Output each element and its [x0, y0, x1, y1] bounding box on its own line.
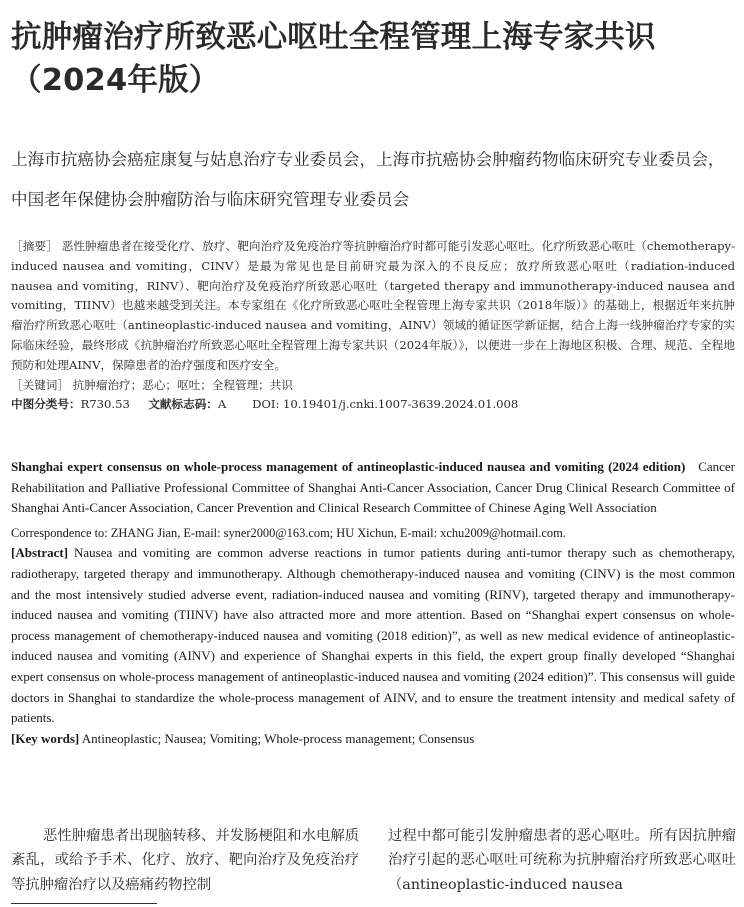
chinese-keywords-text: 抗肿瘤治疗；恶心；呕吐；全程管理；共识: [72, 377, 293, 392]
english-abstract: [11, 543, 735, 728]
body-right-column: 过程中都可能引发肿瘤患者的恶心呕吐。所有因抗肿瘤治疗引起的恶心呕吐可统称为抗肿瘤治疗所致恶心呕吐（antineoplastic-induced nausea: [388, 828, 736, 893]
chinese-abstract-label: ［摘要］: [11, 239, 58, 253]
english-abstract-label: [Abstract]: [11, 545, 69, 561]
chinese-abstract-text: 恶性肿瘤患者在接受化疗、放疗、靶向治疗及免疫治疗等抗肿瘤治疗时都可能引发恶心呕吐。化疗所致恶心呕吐（chemotherapy-induced nausea and vomiting，CINV）是最为常见也是目前研究最为深入的不良反应；放疗所致恶心呕吐（radiation-induced nausea and vomiting，RINV）、靶向治疗及免疫治疗所致恶心呕吐（targeted therapy and immunotherapy-induced nausea and vomiting，TIINV）也越来越受到关注。本专家组在《化疗所致恶心呕吐全程管理上海专家共识（2018年版）》的基础上，根据近年来抗肿瘤治疗所致恶心呕吐（antineoplastic-induced nausea and vomiting，AINV）领域的循证医学新证据，结合上海一线肿瘤治疗专家的实际临床经验，最终形成《抗肿瘤治疗所致恶心呕吐全程管理上海专家共识（2024年版）》，以便进一步在上海地区积极、合理、规范、全程地预防和处理AINV，保障患者的治疗强度和医疗安全。: [11, 239, 735, 372]
doc-code-label: 文献标志码：: [148, 397, 218, 412]
english-affiliations: Cancer Rehabilitation and Palliative Professional Committee of Shanghai Anti-Cancer Association, Cancer Drug Clinical Research Committee of Shanghai Anti-Cancer Association, Cancer Prevention and Clinical Research Committee of Chinese Aging Well Association: [11, 459, 736, 516]
doc-code-value: A: [217, 397, 227, 412]
clc-label: 中图分类号：: [11, 397, 81, 412]
chinese-keywords-label: ［关键词］: [11, 377, 69, 392]
author-organizations: 上海市抗癌协会癌症康复与姑息治疗专业委员会，上海市抗癌协会肿瘤药物临床研究专业委员会，中国老年保健协会肿瘤防治与临床研究管理专业委员会: [11, 150, 725, 209]
footnote-divider: [11, 903, 157, 904]
english-keywords: [11, 729, 735, 750]
english-title-paragraph: [11, 457, 735, 519]
correspondence: Correspondence to: ZHANG Jian, E-mail: syner2000@163.com; HU Xichun, E-mail: xchu2009@hotmail.com.: [11, 525, 566, 540]
classification-line: [11, 395, 735, 415]
chinese-abstract: [11, 237, 735, 376]
english-keywords-label: [Key words]: [11, 730, 80, 746]
english-keywords-text: Antineoplastic; Nausea; Vomiting; Whole-process management; Consensus: [81, 730, 475, 746]
english-abstract-text: Nausea and vomiting are common adverse reactions in tumor patients during anti-tumor therapy such as chemotherapy, radiotherapy, targeted therapy and immunotherapy. Although chemotherapy-induced nausea and vomiting (CINV) is the most common and the most intensively studied adverse event, radiation-induced nausea and vomiting (RINV), targeted therapy and immunotherapy-induced nausea and vomiting (TIINV) have also attracted more and more attention. Based on “Shanghai expert consensus on whole-process management of chemotherapy-induced nausea and vomiting (2018 edition)”, as well as new medical evidence of antineoplastic-induced nausea and vomiting (AINV) and experience of Shanghai experts in this field, the expert group finally developed “Shanghai expert consensus on whole-process management of antineoplastic-induced nausea and vomiting (2024 edition)”. This consensus will guide doctors in Shanghai to standardize the whole-process management of AINV, and to ensure the treatment intensity and medical safety of patients.: [11, 545, 735, 726]
chinese-keywords: [11, 376, 735, 396]
english-title: Shanghai expert consensus on whole-process management of antineoplastic-induced nausea and vomiting (2024 edition): [11, 459, 686, 474]
chinese-abstract-section: [11, 237, 735, 415]
body-left-column: 恶性肿瘤患者出现脑转移、并发肠梗阻和水电解质紊乱，或给予手术、化疗、放疗、靶向治疗及免疫治疗等抗肿瘤治疗以及癌痛药物控制: [11, 828, 359, 893]
clc-value: R730.53: [80, 397, 130, 412]
doi: DOI: 10.19401/j.cnki.1007-3639.2024.01.008: [252, 397, 519, 412]
article-title: 抗肿瘤治疗所致恶心呕吐全程管理上海专家共识（2024年版）: [11, 20, 656, 98]
english-abstract-section: [11, 457, 735, 749]
